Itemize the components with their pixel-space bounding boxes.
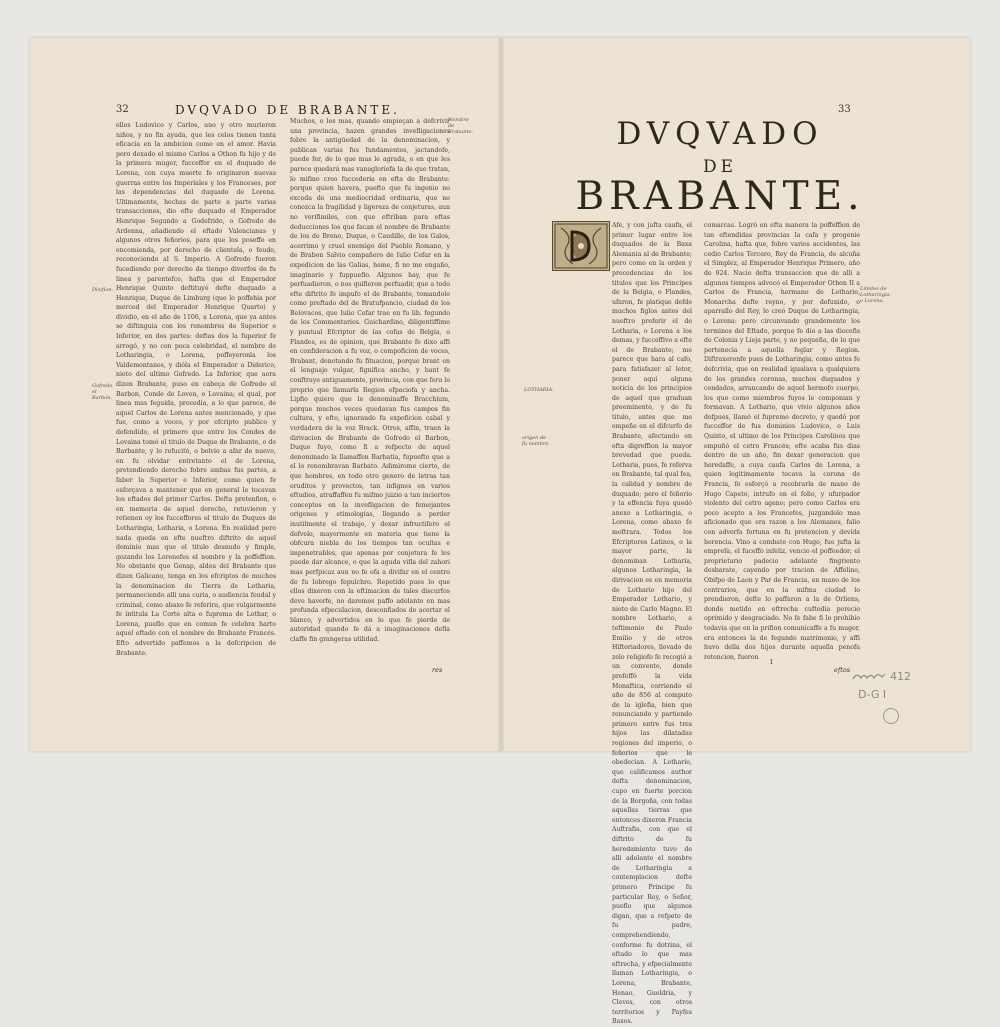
pencil-code: D-G I [858, 688, 887, 701]
left-column-2-text: Muchos, o los mas, quando empieçan a defcrivir una provincia, hazen grandes invefligaciones fobre la antigüedad de la denominacion, y publican varias fus fundamentos, jactandofe, puede fer, de lo que mas le agrada, o en que les parece quedará mas vanagloriofa la de que tratan, lo mifmo creo fuccederia en efta de Brabante: porque quien havera, puefto que fu ingenio no exceda de una mediocridad ordinaria, que no conozca la fragilidad y ligereza de conjeturas, aun no verifimiles, con que eftriban para eftas deducciones los que facan el nombre de Brabante de los de Breno, Duque, o Caudillo, de los Galos, acerrimo y cruel enemigo del Pueblo Romano, y de Brabon Salvio compañero de Iulio Cefar en la expedicion de las Galias, heme, fi no me engaño, imaginario y fuppueflo. Algunos hay, que fe perfuadieron, o nos quifieron perfuadir, que a todo efte diftrito fe impufo el de Brabante, tomandolo como preftado del de Bratufpancio, ciudad de los Belovacos, que Iulio Cefar trae en fu lib. fegundo de los Commentarios. Guichardino, diligentiffimo y puntual Efcriptor de las cofas de Belgia, o Flandes, es de opinion, que Brabante fe dixo affi en confideracion a fu voz, o compoficion de voces, Brabant, denotando fu fituacion, porque brant en el lenguaje vulgar, fignifica ancho, y bant fe conftruye antiguamente, provincia, con que fera lo proprio que llamarla Region efpaciofa y ancha. Lipfio quiere que le denominaffe Bracchium, porque muchos veces quedavan fus campos fin cultura, y efto, ignorando fu expoficion cabal y verdadera de la voz Brack. Otros, affin, traen la dirivacion de Brabante de Gofredo el Barbon, Duque fuyo, como fi a refpecto de aquel denominado la llamaffen Barbatia, fupuefto que a el lo renombravan Barbato. Adimirome cierto, de que hombres, en todo otro genero de letras tan eruditos y provectos, tan infignes en varios eftudios, atraffaffen fu mifmo juizio a tan inciertos conceptos en la invefligacion de femejantes origenes y etimologias, llegando a perder inutilmente el trabajo, y dexar infructifero el defvelo, mayormente en materia que tiene la obfcura niebla de los tiempos tan ocultas e impenetrables, que apenas por conjetura fe les puede dar alcance, o que la aguda vifla del zahori mas perfpicaz aun no fe ofa a divifar en el centro de fu lobrego fepulchro. Repetido pues lo que ellos dixeron con la eftimacion de tales discurfos deve haverfe, no daremos paffo adelante en mas profunda efpeculacion, desconfiados de acertar el blanco, y advertidos en lo que fe pierde de autoridad quando fe dá a imaginaciones defla claffe fin grangeras utilidad. [290, 118, 450, 644]
margin-note-gofredo: Gofredo el Barbon. [92, 383, 113, 402]
title-brabante: BRABANTE. [575, 174, 865, 219]
left-page-column-2 [290, 117, 450, 672]
signature-mark: I [770, 658, 773, 666]
margin-note-origen: origen de fu nombre. [522, 435, 550, 448]
ornamental-initial-d [552, 221, 610, 271]
margin-note-lotharia: LOTHARIA. [524, 387, 554, 393]
title-de: DE [702, 157, 738, 177]
margin-note-division: Divifion. [92, 287, 114, 293]
right-page-column-2 [704, 221, 860, 666]
ornamental-initial-icon [553, 222, 609, 270]
left-column-1-text: ellos Ludovico y Carlos, uno y otro murieron niños, y no fin ayuda, que les celos tienen tanta eficacia en la ambicion como en el amor. Havia pero dexado el mismo Carlos a Othon fu hijo y de la primera muger, fucceffor en el duquado de Lorena, con cuya muerte fe originaron nuevas guerras entre los Imperiales y los Franceses, por las dependencias del duquado de Lorena. Ultimamente, hechas de parte a parte varias transacciones, dio efte duquado el Emperador Henrique Segundo a Godefrido, o Gofredo de Ardenna, añadiendo el eftado Valencianas y algunos otros feñorios, para que los poseffe en encomienda, por derecho de clientela, o feudo, reconociendo al S. Imperio. A Gofredo fueron fucediendo por derecho de tiempo diverfos de fu linea y parentefco, hafta que el Emperador Henrique Quinto deftituyó defte duquado a Henrique, Duque de Limburg (que lo poffehia por merced del Emperador Henrique Quarto) y dividio, en el año de 1106, a Lorena, que ya antes se diftinguia con los renombres de Superior e Inferior, en dos partes: deftas dos la fuperior fe arrogó, y no con poca celebridad, el nombre de Lotharingia, o Lorena, poffeyeronla los Valdemontanos, y dióla el Emperador a Diderico, nieto del ultimo Gofredo. La Inferior, que aora dizen Brabante, puso en cabeça de Gofredo el Barbon, Conde de Loven, o Lovaina; el qual, por linea mas feguida, procedía, a lo que parece, de aquel Carlos de Lorena antes mencionado, y que fue, como a voces, y por efcripto publico y defendido, el primero que entre los Condes de Lovaina tomó el titulo de Duque de Brabante, o de Barbante, y lo refucitó, o bolvio a afar de nuevo, en fu olvidar entretanto el de Lorena, pretendiendo derecho fobre ambas fus partes, a faber la Superior e Inferior, como quien fe esforçava a mantener que en general le tocavan los eftados del primer Carlos. Defta pretenfion, o en memoria de aquel derecho, retuvieron y retienen oy los fucceffores el titulo de Duques de Lotharingia, Lotharia, o Lorena. En realidad pero nada queda en efte nueftro diftrito de aquel dominio mas que el titulo desnudo y fimple, gozando los Lorenefes el nombre y la poffeffion. No obstante que Genap, aldea del Brabante que dizen Galicano, tenga en los efcriptos de muchos la denominacion de Tierra de Lotharia, permaneciendo alli una curia, o audiencia feudal y criminal, como abaxo fe referira, que vulgarmente fe intitula La Corte alta o fuprema de Lothar, o Lorena, pueflo que en comun fe celebra harto aquel eftado con el nombre de Brabante Francés. Efto advertido paffemos a la defcripcion de Brabante. [116, 122, 276, 657]
right-column-2-text: comarcas. Logró en efta manera la poffeffion de tan eftendidas provincias la cafa y progenie Carolina, hafta que, fobre varios accidentes, las cedio Carlos Tercero, Rey de Francia, de alcuña el Simplez, al Emperador Henrique Primero, año de 924. Nacio defta transaccion que de alli a algunos tiempos advocó el Emperador Othon II a Carlos de Francia, hermano de Lothario, Monarcha defte reyno, y por defunido, o aparrallo del Rey, lo creó Duque de Lotharingia, o Lorena: pero circunvando grandemente los terminos del Eftado, porque fe dio a las diocefis de Colonia y Lieja parte, y no pequeña, de lo que pertenecia a aquella feglar y Region. Diftraxeronfe pues de Lotharingia, como antes fe defcrivia, que en realidad igualava a qualquiera de los grandes coronas, muchos duquados y condados, arrancando de aquel hermofo cuerpo, los que como miembros fuyos le componian y formavan. A Lothario, que vivio algunos años defpues, llamó el fupremo decreto, y quedó por fucceffor de fus dominios Ludovico, o Luis Quinto, el ultimo de los Principes Carolinos que empuñó el cetro Francés; efte acaba fus dias dentro de un año, fin dexar generacion que heredaffe, a cuya caufa Carlos de Lorena, a quien legitimamente tocava la corona de Francia, fe esforçó a recobrarla de mano de Hugo Capeto, intrufo en el folio, y ufurpador violento del cetro ageno; pero como Carlos era poco acepto a los Francefes, juzgandolo mas aficionado que era razon a los Alemanes, falio con adverfa fortuna en fu pretencion y devida herencia. Vino a combate con Hugo, fue jufta la emprefa, el fuceffo infeliz, vencio el poffeedor; el proprietario padecio adelante fingriento desbarate, cayendo por tracion de Affelino, Obifpo de Laon y Par de Francia, en mano de los contrarios, que en la mifma ciudad lo prendieron, defte lo paffaron a la de Orliens, donde metido en eftrecha cuftodia perecio oprimido y desgraciado. No fe fabe fi lo prohibio todavia que en la prifion comunicaffe a fu muger, era entonces la de fegundo matrimonio, y affi huvo della dos hijos durante aquella penofa retencion, fueron [704, 222, 860, 661]
left-catchword: res [432, 666, 443, 674]
margin-note-limites: Limites de Lotharingia, o Lorena. [860, 286, 892, 305]
left-running-head: DVQVADO DE BRABANTE. [175, 103, 400, 117]
pencil-scribble-icon [852, 670, 886, 682]
circle-stamp-icon [883, 708, 899, 724]
margin-note-nombre: Nombre de Brabante. [448, 117, 474, 136]
center-fold [498, 38, 504, 751]
title-dvqvado: DVQVADO [616, 116, 824, 152]
right-page-column-1-body [551, 276, 692, 652]
left-page-column-1 [116, 121, 276, 659]
left-page-number: 32 [116, 104, 129, 115]
right-page-column-1-top [612, 221, 692, 1026]
right-page-number: 33 [838, 104, 851, 115]
pencil-scribble [852, 670, 886, 682]
right-catchword: eftos [834, 666, 851, 674]
pencil-number: 412 [890, 670, 911, 683]
right-column-1-text: Afe, y con jufta caufa, el primer lugar entre los duquados de la Baxa Alemania al de Brabante; pero como en la orden y precedencias de los titulos que los Principes de la Belgia, o Flandes, ufaron, fe platique defde muchos figlos antes del nueftro preferir el de Lotharia, o Lorena a los demas, y fucceffivo a efte el de Brabante; me parece que hara al cafo, para fatisfazer al letor, poner aqui alguna noticia de los principios de aquel que graduan preeminente, y de fu titulo, antes que me empeñe en el difcurfo de Brabante, afectando en efta digreffion la mayor brevedad que pueda. Lotharia, pues, fe referva en Brabante, tal qual fea, la calidad y nombre de duquado; pero el feñorio y la effencia fuya quedó anexo a Lotharingia, o Lorena, como abaxo fe moftrara. Todos los Efcriptores Latinos, o la mayor parte, la denominan Lotharia, algunos Lotharingia, la dirivacion es en memoria de Lothario hijo del Emperador Lothario, y nieto de Carlo Magno. El nombre Lothario, a teftimonio de Paulo Emilio y de otros Hiftoriadores, llevado de zelo religiofo fe recogió a un convento, donde profeffó la vida Monaftica, corriendo el año de 856 al computo de la iglefia, bien que renunciando y partiendo primero entre fus tres hijos las dilatadas regiones del imperio, o feñorios que le obedecian. A Lothario, que calificamos author defta denominacion, cupo en fuerte porcion de la Borgoña, con todas aquellas tierras que entonces dixeron Francia Auftrafia, con que el diftrito de fu heredamiento tuvo de alli adelante el nombre de Lotharingia a contemplacion defte primero Principe fu particular Rey, o Señor, pueflo que algunos digan, que a refpeto de fu padre, comprehendiendo, conforme fu dotrina, el eftado lo que mas eftrecha, y efpecialmente llaman Lotharingia, o Lorena, Brabante, Henao, Gueldria, y Cleves, con otros territorios y Payfes Baxos. [612, 222, 692, 1026]
